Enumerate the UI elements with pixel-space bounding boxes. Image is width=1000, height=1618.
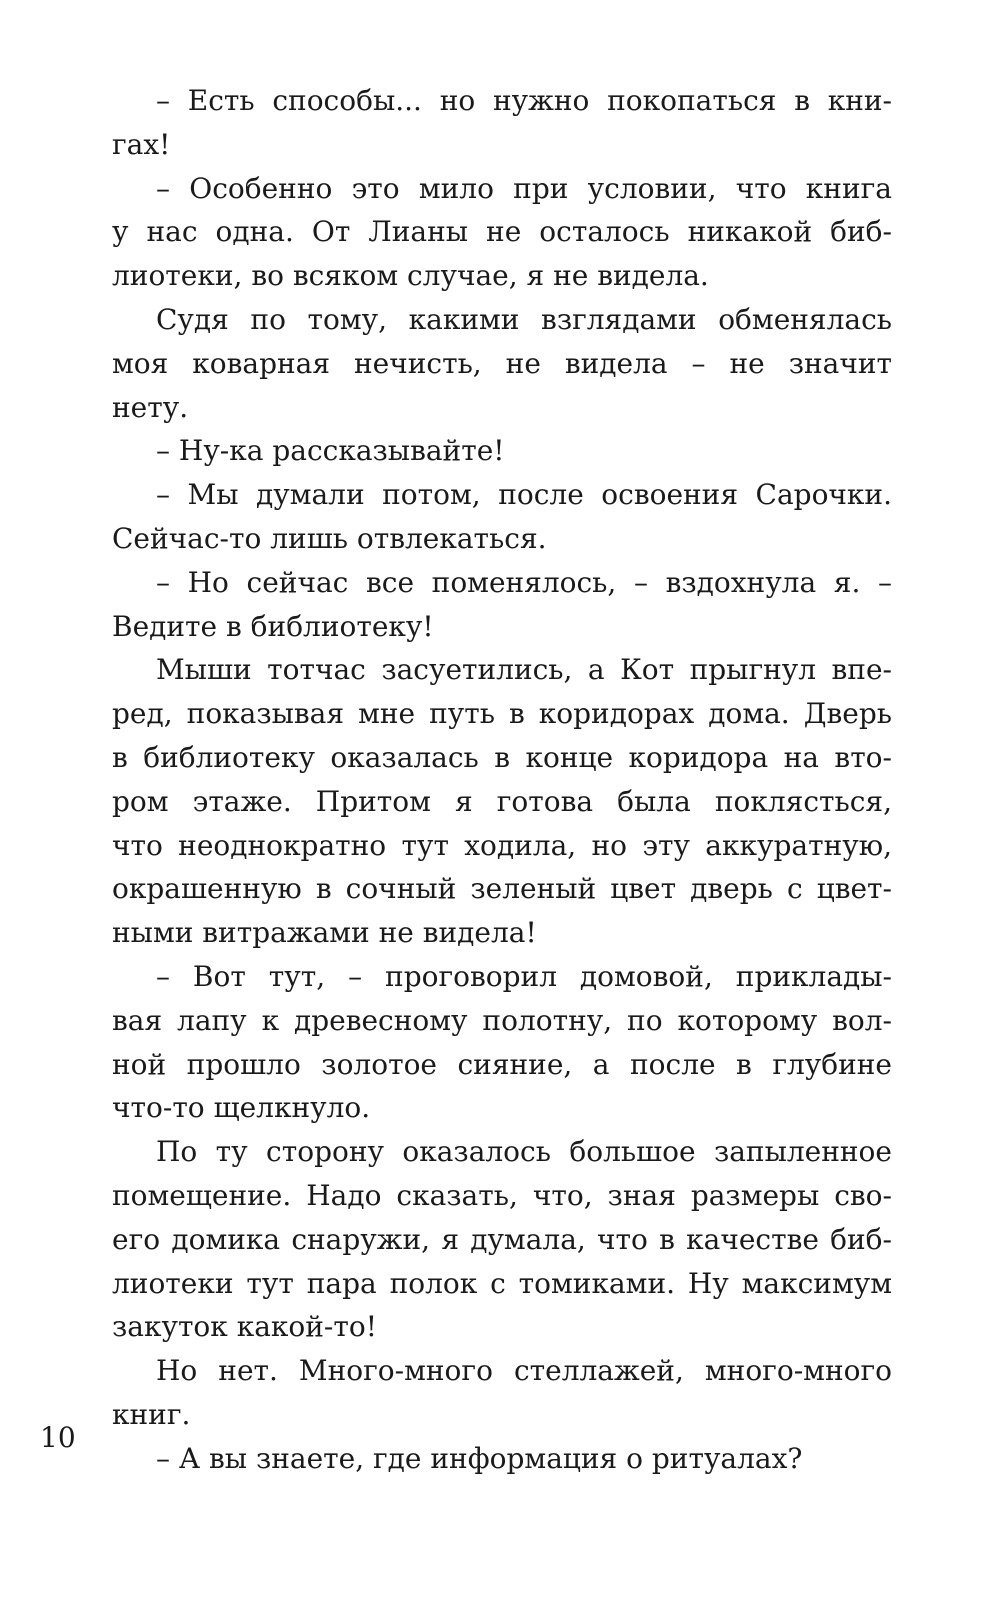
text-line: помещение. Надо сказать, что, зная размеры сво-	[112, 1178, 892, 1212]
text-line: ными витражами не видела!	[112, 916, 537, 950]
text-line: Судя по тому, какими взглядами обменялась	[156, 302, 892, 336]
text-line: лиотеки тут пара полок с томиками. Ну максимум	[112, 1266, 892, 1300]
page-number: 10	[40, 1421, 76, 1454]
text-line: в библиотеку оказалась в конце коридора на вто-	[112, 740, 892, 774]
text-line: моя коварная нечисть, не видела – не значит	[112, 346, 892, 380]
text-line: Сейчас-то лишь отвлекаться.	[112, 521, 547, 555]
text-line: – Но сейчас все поменялось, – вздохнула я. –	[156, 565, 892, 599]
text-line: окрашенную в сочный зеленый цвет дверь с цвет-	[112, 872, 892, 906]
text-line: Ведите в библиотеку!	[112, 609, 434, 643]
text-line: – Вот тут, – проговорил домовой, приклады-	[156, 959, 892, 993]
text-line: – Есть способы... но нужно покопаться в кни-	[156, 84, 892, 117]
text-line: Мыши тотчас засуетились, а Кот прыгнул впе-	[156, 653, 892, 687]
text-line: его домика снаружи, я думала, что в качестве биб-	[112, 1222, 892, 1256]
text-line: – Особенно это мило при условии, что книга	[156, 171, 892, 205]
text-line: ной прошло золотое сияние, а после в глубине	[112, 1047, 892, 1081]
text-line: вая лапу к древесному полотну, по которому вол-	[112, 1003, 892, 1037]
text-line: у нас одна. От Лианы не осталось никакой биб-	[112, 215, 892, 249]
text-line: – Мы думали потом, после освоения Сарочки.	[156, 478, 892, 512]
text-line: что-то щелкнуло.	[112, 1091, 371, 1125]
text-line: ром этаже. Притом я готова была поклясться,	[112, 784, 892, 818]
text-line: гах!	[112, 127, 171, 161]
text-line: книг.	[112, 1397, 191, 1431]
text-line: ред, показывая мне путь в коридорах дома. Дверь	[112, 697, 892, 731]
text-line: Но нет. Много-много стеллажей, много-много	[156, 1354, 892, 1388]
text-line: – А вы знаете, где информация о ритуалах?	[156, 1441, 803, 1475]
text-line: что неоднократно тут ходила, но эту аккуратную,	[112, 828, 892, 862]
page-body-text	[112, 79, 892, 1481]
text-line: По ту сторону оказалось большое запыленное	[156, 1135, 892, 1169]
text-line: – Ну-ка рассказывайте!	[156, 434, 505, 468]
text-line: нету.	[112, 390, 189, 424]
text-line: закуток какой-то!	[112, 1310, 377, 1344]
text-line: лиотеки, во всяком случае, я не видела.	[112, 259, 709, 293]
